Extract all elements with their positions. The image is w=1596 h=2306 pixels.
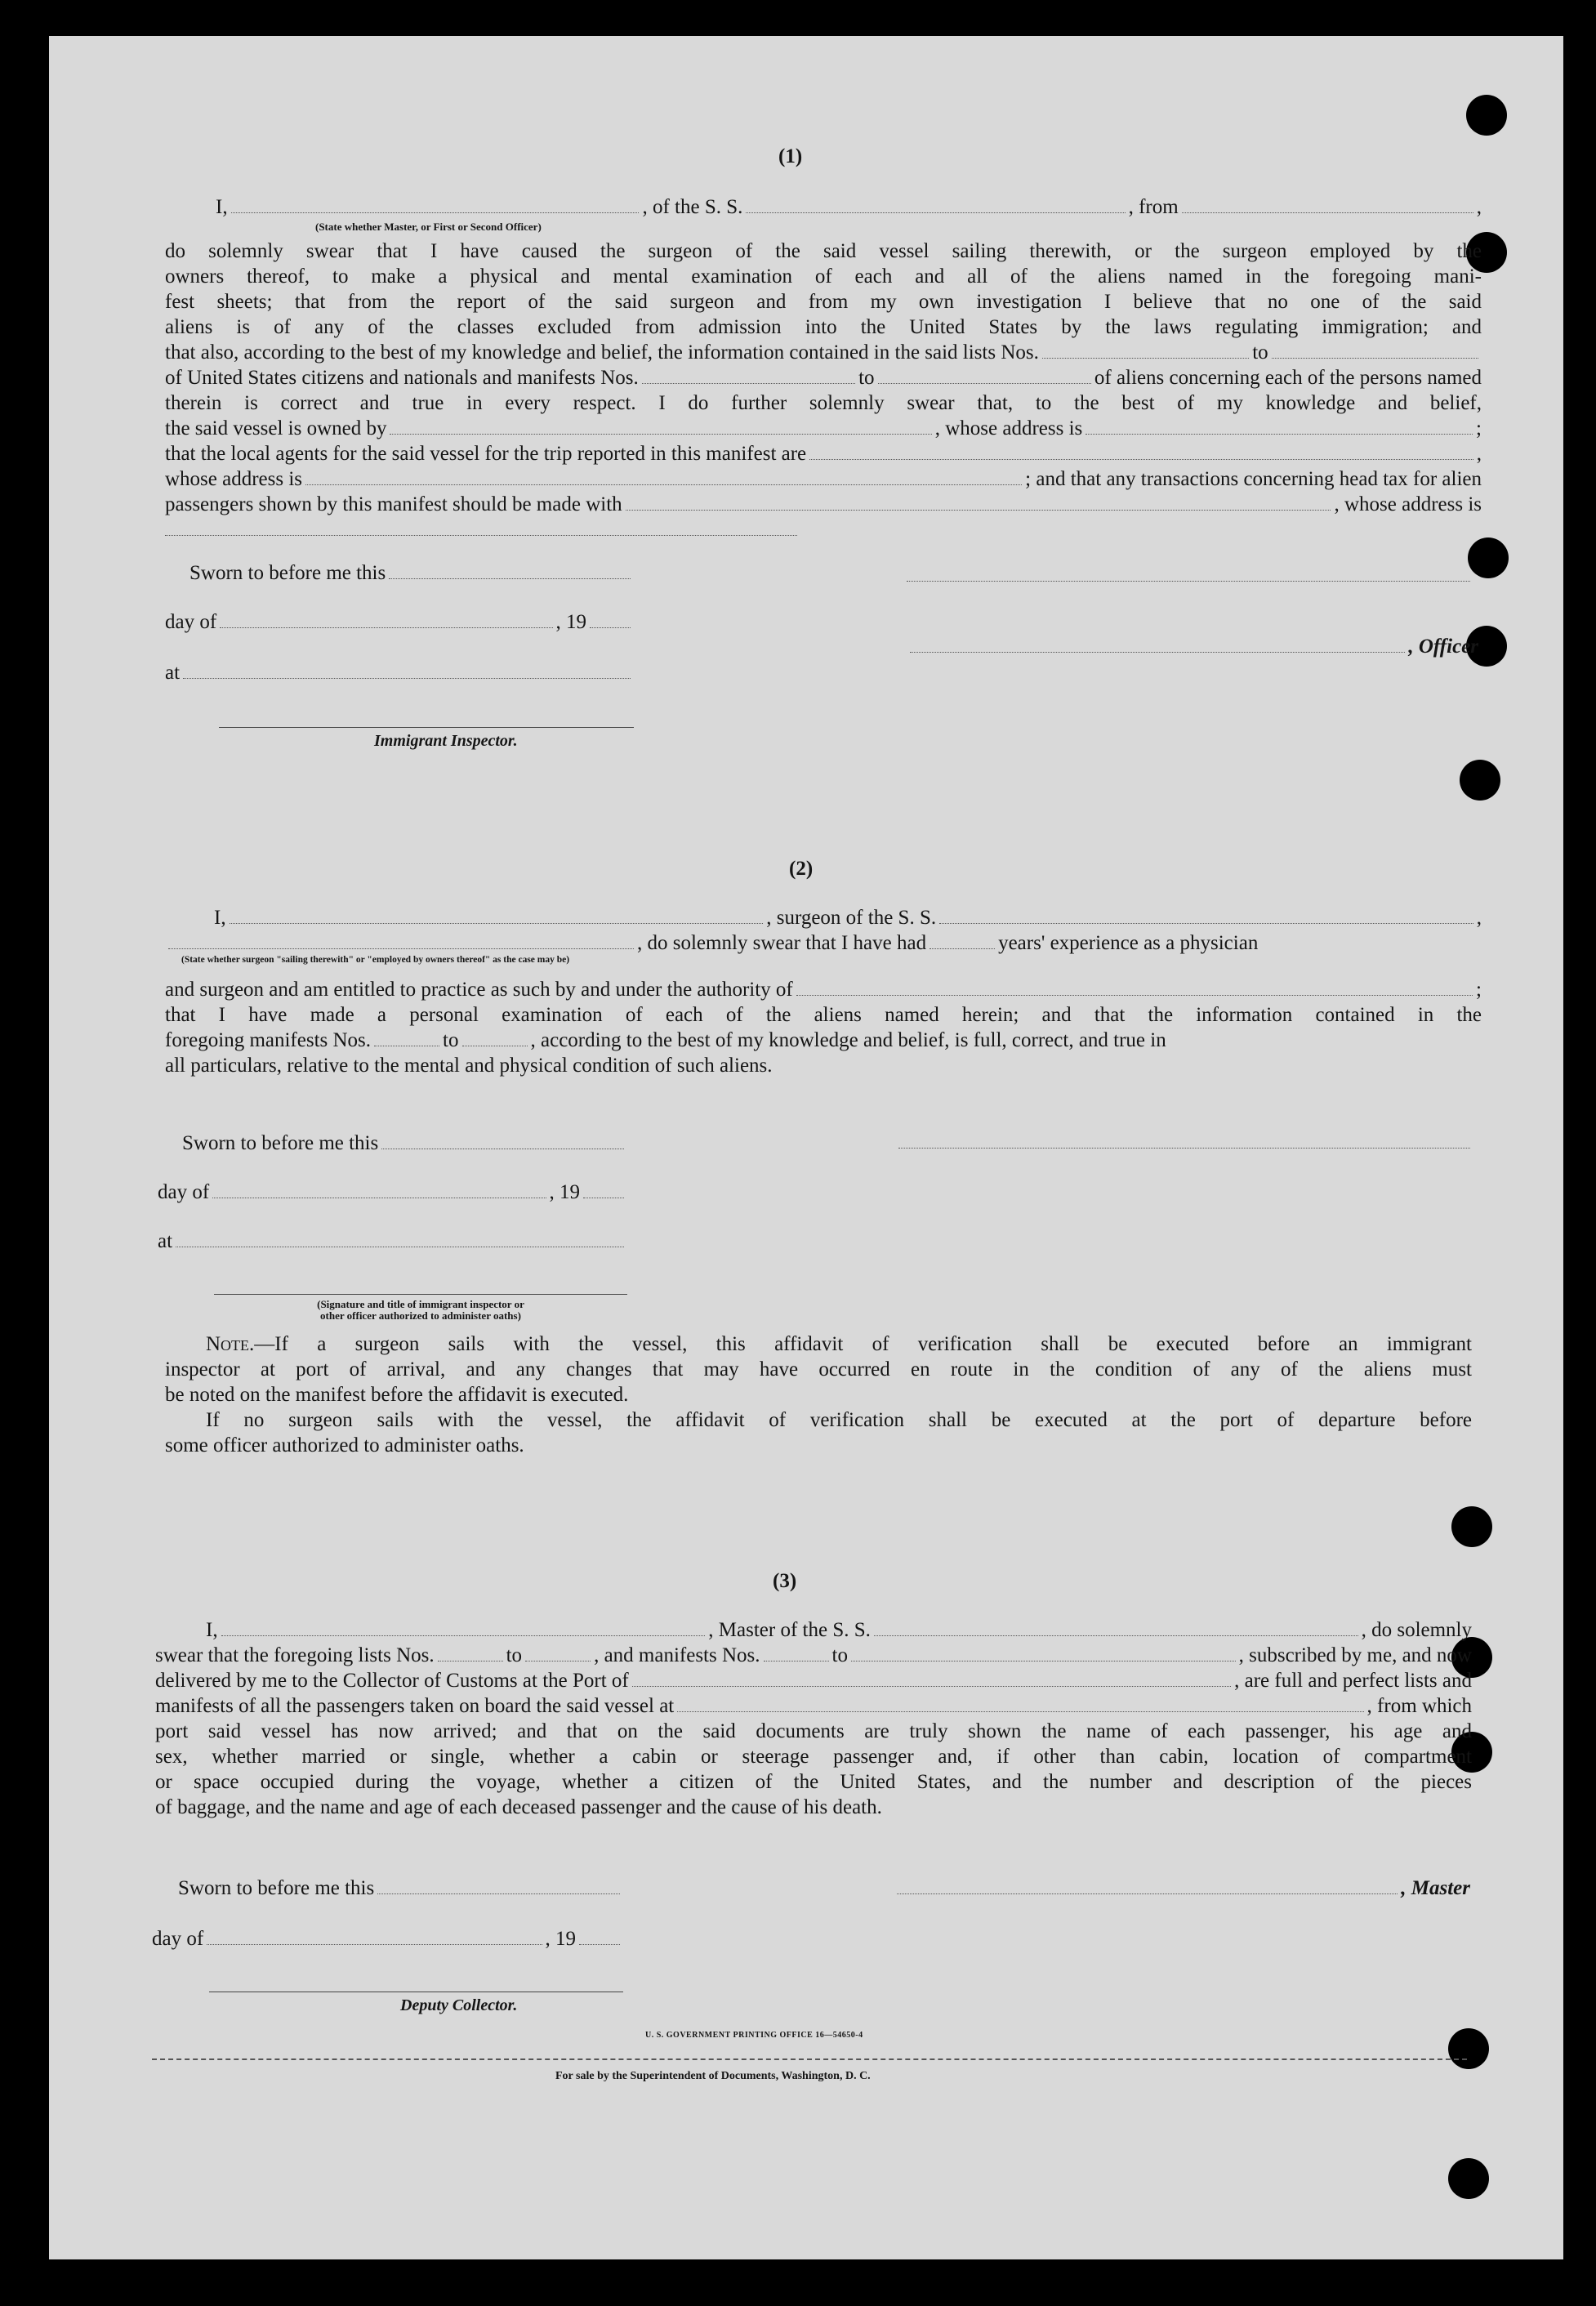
- citizens-line: [165, 365, 1482, 390]
- day-line-3: [152, 1926, 623, 1951]
- lists-to-field[interactable]: [525, 1660, 591, 1661]
- officer-label: , Officer: [1408, 636, 1478, 658]
- ship-name-field[interactable]: [746, 212, 1125, 213]
- year-label: , 19: [549, 1181, 580, 1203]
- lists-text: that also, according to the best of my knowledge and belief, the information contained in the said lists Nos.: [165, 341, 1039, 364]
- to-label: to: [831, 1644, 848, 1666]
- body-line: or space occupied during the voyage, whether a citizen of the United States, and the number and description of the pieces: [155, 1771, 1472, 1793]
- years-field[interactable]: [930, 948, 995, 949]
- note-line: If no surgeon sails with the vessel, the affidavit of verification shall be executed at the port of departure before: [206, 1409, 1472, 1431]
- sworn-label: Sworn to before me this: [189, 562, 386, 584]
- collector-text: delivered by me to the Collector of Customs at the Port of: [155, 1670, 629, 1692]
- note-text: —If a surgeon sails with the vessel, this affidavit of verification shall be executed before an immigrant: [254, 1333, 1472, 1355]
- section-1-body: [165, 239, 1482, 340]
- officer-note: (State whether Master, or First or Second Officer): [315, 221, 542, 233]
- section-1-body-2: [165, 390, 1482, 416]
- officer-line: [216, 194, 1482, 220]
- day-of-label: day of: [165, 611, 217, 633]
- from-field[interactable]: [1182, 212, 1473, 213]
- port-field[interactable]: [632, 1685, 1231, 1687]
- body-line: therein is correct and true in every respect. I do further solemnly swear that, to the best of my knowledge and belief,: [165, 392, 1482, 414]
- agents-address-line: [165, 466, 1482, 492]
- lists-line-3: [155, 1643, 1472, 1668]
- line-end: ,: [1476, 907, 1482, 929]
- lists-to-field[interactable]: [1272, 357, 1478, 359]
- inspector-signature-line[interactable]: [214, 1294, 627, 1295]
- sworn-day-field[interactable]: [377, 1893, 620, 1894]
- master-signature-label: , Master: [1401, 1877, 1470, 1899]
- officer-title-field[interactable]: [910, 651, 1405, 653]
- to-label: to: [443, 1029, 459, 1051]
- master-name-field[interactable]: [221, 1635, 706, 1636]
- authority-line: [165, 977, 1482, 1002]
- manifests-from-field[interactable]: [374, 1045, 439, 1046]
- manifests-from-field[interactable]: [642, 382, 855, 384]
- head-tax-party-field[interactable]: [626, 509, 1331, 511]
- i-label: I,: [214, 907, 226, 929]
- signature-note-line: other officer authorized to administer oaths): [320, 1309, 521, 1322]
- owner-field[interactable]: [390, 433, 931, 435]
- address-label: whose address is: [165, 468, 303, 490]
- inspector-label: Immigrant Inspector.: [374, 732, 518, 750]
- day-of-label: day of: [152, 1928, 204, 1950]
- lists-text-2: , are full and perfect lists and: [1234, 1670, 1472, 1692]
- passengers-line: [165, 492, 1482, 517]
- body-line: aliens is of any of the classes excluded from admission into the United States by the laws regulating immigration; and: [165, 316, 1482, 338]
- note-line: some officer authorized to administer oaths.: [165, 1434, 524, 1456]
- lists-from-field[interactable]: [438, 1660, 503, 1661]
- address-label: , whose address is: [1334, 493, 1482, 515]
- note-line: inspector at port of arrival, and any changes that may have occurred en route in the condition of any of the aliens must: [165, 1358, 1472, 1380]
- lists-from-field[interactable]: [1042, 357, 1249, 359]
- authority-text: and surgeon and am entitled to practice as such by and under the authority of: [165, 979, 793, 1001]
- punch-hole: [1448, 2028, 1489, 2069]
- body-line: do solemnly swear that I have caused the surgeon of the said vessel sailing therewith, or the surgeon employed by the: [165, 240, 1482, 262]
- master-signature-line: [894, 1876, 1470, 1901]
- master-signature-field[interactable]: [897, 1893, 1398, 1894]
- surgeon-status-field[interactable]: [168, 948, 634, 949]
- section-3-number: (3): [773, 1570, 797, 1592]
- surgeon-signature-field[interactable]: [898, 1147, 1470, 1149]
- collector-line: [155, 1668, 1472, 1693]
- punch-hole: [1448, 2158, 1489, 2199]
- from-label: , from: [1128, 196, 1179, 218]
- owner-address-field[interactable]: [1086, 433, 1473, 435]
- officer-name-field[interactable]: [231, 212, 640, 213]
- sworn-line-1: [189, 560, 634, 586]
- taken-line: [155, 1693, 1472, 1719]
- year-field[interactable]: [583, 1197, 624, 1198]
- at-line-1: [165, 660, 634, 685]
- experience-text: , do solemnly swear that I have had: [637, 932, 927, 954]
- lists-text: swear that the foregoing lists Nos.: [155, 1644, 435, 1666]
- authority-field[interactable]: [796, 994, 1473, 996]
- at-line-2: [158, 1229, 627, 1254]
- punch-hole: [1466, 95, 1507, 136]
- body-line: fest sheets; that from the report of the said surgeon and from my own investigation I believe that no one of the said: [165, 291, 1482, 313]
- head-tax-text: ; and that any transactions concerning head tax for alien: [1025, 468, 1482, 490]
- agents-address-field[interactable]: [305, 484, 1022, 485]
- inspector-signature-line[interactable]: [219, 727, 634, 728]
- subscribed-text: , subscribed by me, and now: [1238, 1644, 1472, 1666]
- sworn-day-field[interactable]: [389, 578, 631, 579]
- surgeon-name-field[interactable]: [230, 922, 764, 924]
- address-label: , whose address is: [934, 417, 1083, 439]
- line-end: ;: [1476, 417, 1482, 439]
- line-end: ,: [1476, 196, 1482, 218]
- line-end: ;: [1476, 979, 1482, 1001]
- day-of-label: day of: [158, 1181, 210, 1203]
- citizens-text-2: of aliens concerning each of the persons named: [1094, 367, 1482, 389]
- sworn-day-field[interactable]: [381, 1148, 624, 1149]
- ship-name-field[interactable]: [874, 1635, 1358, 1636]
- i-label: I,: [216, 196, 228, 218]
- footer-rule: [152, 2058, 1467, 2060]
- foregoing-text: foregoing manifests Nos.: [165, 1029, 372, 1051]
- head-tax-address-field[interactable]: [165, 534, 797, 536]
- punch-hole: [1468, 537, 1509, 578]
- gpo-imprint: U. S. GOVERNMENT PRINTING OFFICE 16—54650-4: [645, 2031, 863, 2040]
- embarkation-port-field[interactable]: [677, 1711, 1363, 1712]
- section-3-body: [155, 1719, 1472, 1820]
- body-line: owners thereof, to make a physical and mental examination of each and all of the aliens named in the foregoing mani-: [165, 265, 1482, 288]
- body-line: all particulars, relative to the mental and physical condition of such aliens.: [165, 1055, 773, 1077]
- experience-line: [165, 930, 1482, 956]
- manifests-to-field[interactable]: [878, 382, 1091, 384]
- day-line-2: [158, 1180, 627, 1205]
- sworn-label: Sworn to before me this: [182, 1132, 379, 1154]
- at-label: at: [158, 1230, 173, 1252]
- line-end: ,: [1476, 443, 1482, 465]
- punch-hole: [1460, 760, 1500, 801]
- solemnly-text: , do solemnly: [1361, 1619, 1473, 1641]
- place-field[interactable]: [183, 677, 631, 679]
- passengers-text: passengers shown by this manifest should be made with: [165, 493, 622, 515]
- note-block: [165, 1331, 1472, 1458]
- surgeon-note: (State whether surgeon "sailing therewith" or "employed by owners thereof" as the case may be): [181, 955, 570, 965]
- officer-line-sig: [907, 634, 1478, 659]
- foregoing-text-2: , according to the best of my knowledge and belief, is full, correct, and true in: [530, 1029, 1166, 1051]
- lists-line: [165, 340, 1482, 365]
- month-field[interactable]: [220, 627, 552, 628]
- to-label: to: [506, 1644, 523, 1666]
- day-line-1: [165, 609, 634, 635]
- section-2-body: [165, 1002, 1482, 1028]
- punch-hole: [1451, 1506, 1492, 1547]
- year-label: , 19: [555, 611, 586, 633]
- year-field[interactable]: [579, 1943, 620, 1945]
- citizens-text: of United States citizens and nationals and manifests Nos.: [165, 367, 639, 389]
- body-line: that I have made a personal examination of each of the aliens named herein; and that the information contained in the: [165, 1004, 1482, 1026]
- manifests-text: , and manifests Nos.: [594, 1644, 760, 1666]
- owned-line: [165, 416, 1482, 441]
- taken-text: manifests of all the passengers taken on board the said vessel at: [155, 1695, 675, 1717]
- ship-name-field[interactable]: [939, 922, 1473, 924]
- sworn-label: Sworn to before me this: [178, 1877, 375, 1899]
- agents-field[interactable]: [809, 458, 1473, 460]
- body-line: of baggage, and the name and age of each deceased passenger and the cause of his death.: [155, 1796, 882, 1818]
- to-label: to: [1252, 341, 1268, 364]
- master-label: , Master of the S. S.: [708, 1619, 871, 1641]
- to-label: to: [858, 367, 875, 389]
- sworn-line-3: [178, 1876, 623, 1901]
- master-line: [206, 1617, 1472, 1643]
- month-field[interactable]: [212, 1197, 546, 1198]
- note-head: Note.: [206, 1333, 255, 1355]
- body-line: sex, whether married or single, whether a cabin or steerage passenger and, if other than cabin, location of compartment: [155, 1746, 1472, 1768]
- manifests-to-field[interactable]: [462, 1045, 528, 1046]
- surgeon-line: [214, 905, 1482, 930]
- month-field[interactable]: [207, 1943, 542, 1945]
- manifests-to-field[interactable]: [851, 1660, 1236, 1661]
- form-page: [49, 36, 1563, 2259]
- surgeon-label: , surgeon of the S. S.: [766, 907, 937, 929]
- body-line: port said vessel has now arrived; and that on the said documents are truly shown the name of each passenger, his age and: [155, 1720, 1472, 1742]
- year-field[interactable]: [590, 627, 631, 628]
- signature-note-line: (Signature and title of immigrant inspector or: [317, 1298, 524, 1310]
- section-2-number: (2): [789, 858, 814, 880]
- sworn-line-2: [182, 1131, 627, 1156]
- from-which-text: , from which: [1366, 1695, 1472, 1717]
- year-label: , 19: [545, 1928, 576, 1950]
- section-1-number: (1): [778, 145, 803, 167]
- i-label: I,: [206, 1619, 218, 1641]
- section-2-body-2: [165, 1053, 1482, 1078]
- ship-label: , of the S. S.: [642, 196, 743, 218]
- physician-text: years' experience as a physician: [998, 932, 1259, 954]
- signature-note: [214, 1299, 627, 1322]
- agents-line: [165, 441, 1482, 466]
- note-line: [165, 1331, 1472, 1357]
- deputy-label: Deputy Collector.: [400, 1996, 518, 2014]
- owned-text: the said vessel is owned by: [165, 417, 387, 439]
- place-field[interactable]: [176, 1246, 624, 1247]
- at-label: at: [165, 662, 181, 684]
- sale-notice: For sale by the Superintendent of Documents, Washington, D. C.: [555, 2070, 871, 2082]
- agents-text: that the local agents for the said vessel for the trip reported in this manifest are: [165, 443, 807, 465]
- officer-signature-field[interactable]: [907, 580, 1470, 582]
- note-line: be noted on the manifest before the affidavit is executed.: [165, 1384, 629, 1406]
- foregoing-line: [165, 1028, 1482, 1053]
- manifests-from-field[interactable]: [764, 1660, 829, 1661]
